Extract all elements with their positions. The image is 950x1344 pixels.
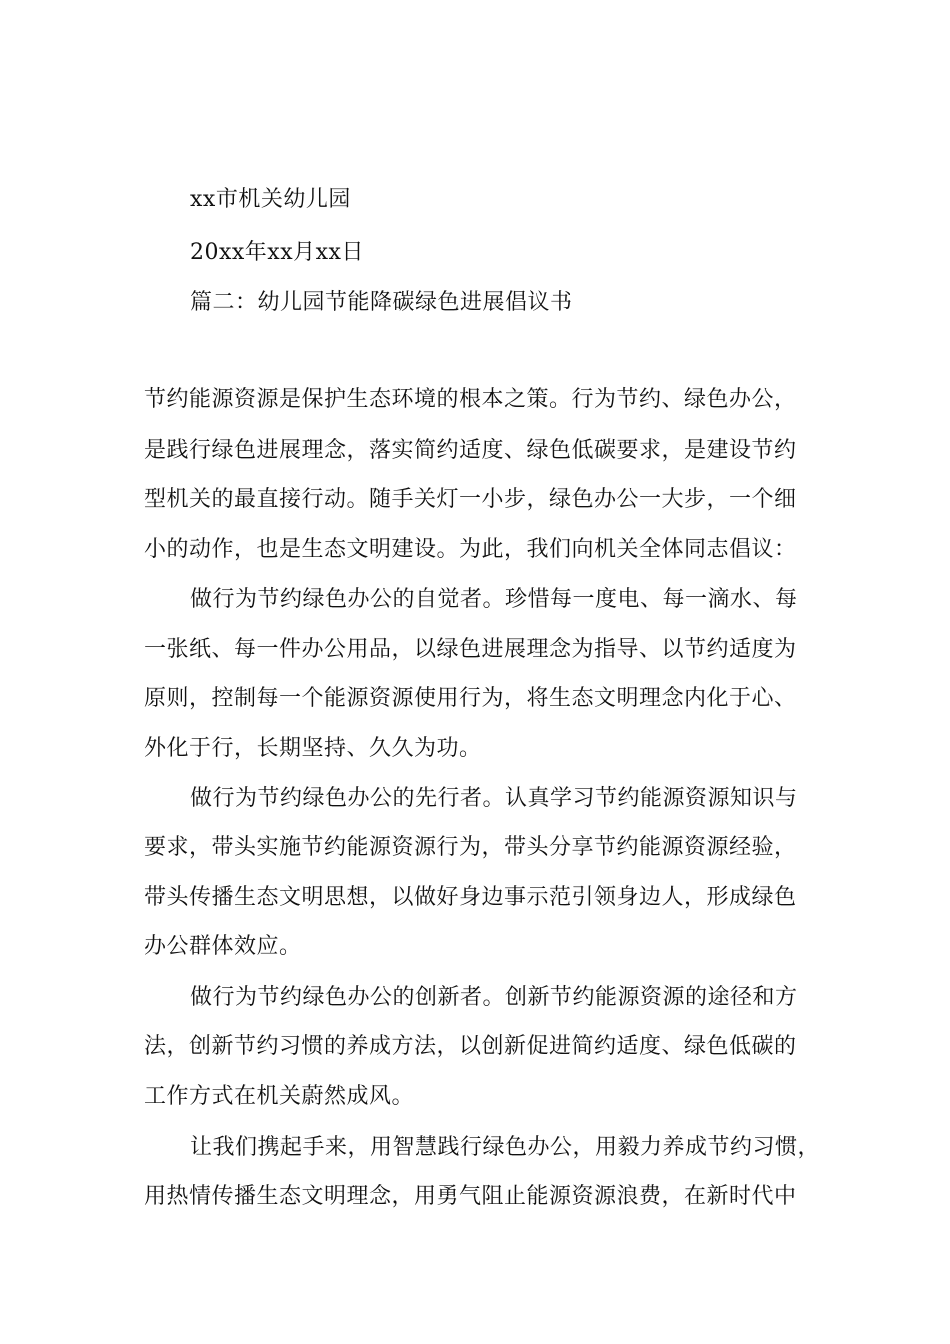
paragraph-line: 法，创新节约习惯的养成方法，以创新促进简约适度、绿色低碳的 — [144, 1034, 797, 1059]
signature-date: 20xx年xx月xx日 — [190, 240, 364, 265]
paragraph-line: 是践行绿色进展理念，落实简约适度、绿色低碳要求，是建设节约 — [144, 438, 797, 463]
paragraph-line: 做行为节约绿色办公的创新者。创新节约能源资源的途径和方 — [190, 985, 798, 1010]
paragraph-line: 做行为节约绿色办公的自觉者。珍惜每一度电、每一滴水、每 — [190, 587, 798, 612]
section-title: 篇二：幼儿园节能降碳绿色进展倡议书 — [190, 290, 573, 315]
paragraph-line: 工作方式在机关蔚然成风。 — [144, 1084, 415, 1109]
paragraph-line: 原则，控制每一个能源资源使用行为，将生态文明理念内化于心、 — [144, 686, 797, 711]
paragraph-line: 小的动作，也是生态文明建设。为此，我们向机关全体同志倡议： — [144, 537, 797, 562]
signature-org: xx市机关幼儿园 — [190, 187, 351, 212]
paragraph-line: 节约能源资源是保护生态环境的根本之策。行为节约、绿色办公， — [144, 387, 797, 412]
paragraph-line: 型机关的最直接行动。随手关灯一小步，绿色办公一大步，一个细 — [144, 487, 797, 512]
paragraph-line: 带头传播生态文明思想，以做好身边事示范引领身边人，形成绿色 — [144, 885, 797, 910]
paragraph-line: 让我们携起手来，用智慧践行绿色办公，用毅力养成节约习惯， — [190, 1135, 821, 1160]
paragraph-line: 做行为节约绿色办公的先行者。认真学习节约能源资源知识与 — [190, 786, 798, 811]
paragraph-line: 要求，带头实施节约能源资源行为，带头分享节约能源资源经验， — [144, 835, 797, 860]
paragraph-line: 办公群体效应。 — [144, 934, 302, 959]
paragraph-line: 用热情传播生态文明理念，用勇气阻止能源资源浪费，在新时代中 — [144, 1184, 797, 1209]
paragraph-line: 一张纸、每一件办公用品，以绿色进展理念为指导、以节约适度为 — [144, 637, 797, 662]
paragraph-line: 外化于行，长期坚持、久久为功。 — [144, 736, 482, 761]
